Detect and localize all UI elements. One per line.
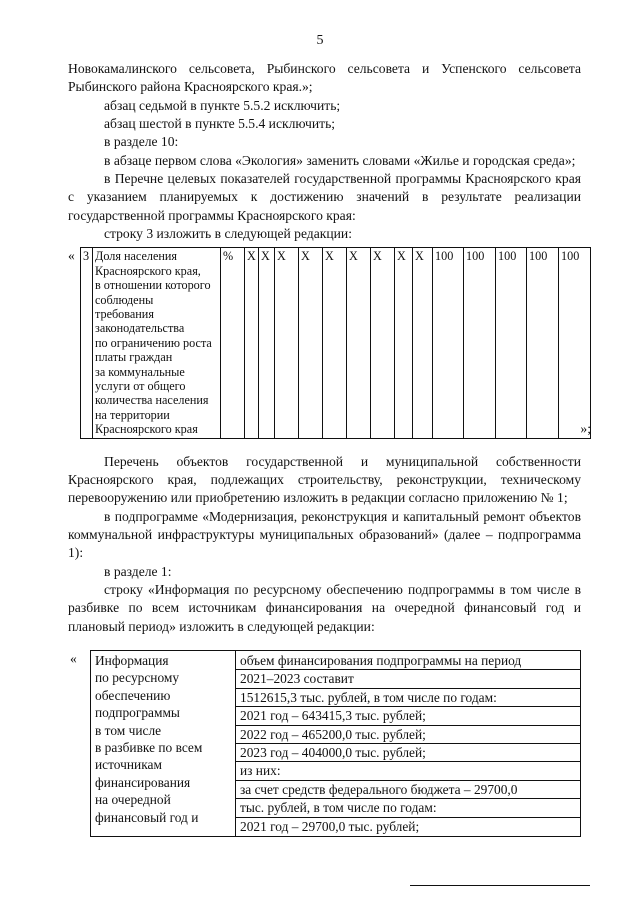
resource-table-block [70, 650, 580, 837]
paragraph-indicators-list: в Перечне целевых показателей государственной программы Красноярского края с указанием планируемых к достижению значений в результате реализации государственной программы Красноярского края: [68, 171, 581, 223]
paragraph-section-1: в разделе 1: [104, 563, 172, 579]
paragraph-replace-words: в абзаце первом слова «Экология» заменить словами «Жилье и городская среда»; [104, 152, 576, 168]
value-cell: Х [413, 248, 433, 438]
paragraph-row-3: строку 3 изложить в следующей редакции: [104, 226, 352, 242]
paragraph-exclude-5-5-4: абзац шестой в пункте 5.5.4 исключить; [104, 116, 336, 132]
page-number: 5 [316, 33, 324, 48]
paragraph-continuation: Новокамалинского сельсовета, Рыбинского сельсовета и Успенского сельсовета Рыбинского района Красноярского края.»; [68, 61, 581, 95]
unit-cell: % [221, 248, 245, 438]
indicator-table [80, 247, 591, 438]
value-cell: Х [395, 248, 413, 438]
value-cell: Х [371, 248, 395, 438]
row-number: 3 [81, 248, 93, 438]
value-cell: Х [347, 248, 371, 438]
table-row [91, 650, 581, 836]
paragraph-exclude-5-5-2: абзац седьмой в пункте 5.5.2 исключить; [104, 97, 341, 113]
quote-open: « [68, 248, 75, 264]
footer-rule [410, 885, 590, 886]
table-row [81, 248, 591, 438]
quote-open: « [70, 650, 77, 666]
resource-label-cell: Информация по ресурсному обеспечению подпрограммы в том числе в разбивке по всем источникам финансирования на очередной финансовый год и [91, 650, 236, 836]
indicator-name: Доля населения Красноярского края, в отношении которого соблюдены требования законодательства по ограничению роста платы граждан за коммунальные услуги от общего количества населения на территории Красноярского края [93, 248, 221, 438]
quote-close: »; [580, 421, 591, 437]
value-cell: 100 [464, 248, 496, 438]
paragraph-section-10: в разделе 10: [104, 134, 179, 150]
paragraph-objects-list: Перечень объектов государственной и муниципальной собственности Красноярского края, подлежащих строительству, реконструкции, техническому перевооружению или приобретению изложить в редакции согласно приложению № 1; [68, 453, 581, 506]
paragraph-subprogram-1: в подпрограмме «Модернизация, реконструкция и капитальный ремонт объектов коммунальной инфраструктуры муниципальных образований» (далее – подпрограмма 1): [68, 508, 581, 561]
value-cell: 100 [559, 248, 591, 438]
value-cell: 100 [496, 248, 527, 438]
document-body [68, 60, 591, 837]
resource-value-cell: объем финансирования подпрограммы на период 2021–2023 составит 1512615,3 тыс. рублей, в том числе по годам: 2021 год – 643415,3 тыс. рублей; 2022 год – 465200,0 тыс. рублей; 2023 год – 404000,0 тыс. рублей; из них: за счет средств федерального бюджета – 29700,0 тыс. рублей, в том числе по годам: 2021 год – 29700,0 тыс. рублей; [236, 650, 581, 836]
value-cell: Х [299, 248, 323, 438]
value-cell: Х [259, 248, 275, 438]
value-cell: Х [323, 248, 347, 438]
indicator-table-block [68, 247, 591, 438]
value-cell: Х [275, 248, 299, 438]
value-cell: 100 [527, 248, 559, 438]
value-cell: 100 [433, 248, 464, 438]
value-cell: Х [245, 248, 259, 438]
resource-table [90, 650, 581, 837]
paragraph-resource-row: строку «Информация по ресурсному обеспечению подпрограммы в том числе в разбивке по всем источникам финансирования на очередной финансовый год и плановый период» изложить в следующей редакции: [68, 581, 581, 634]
